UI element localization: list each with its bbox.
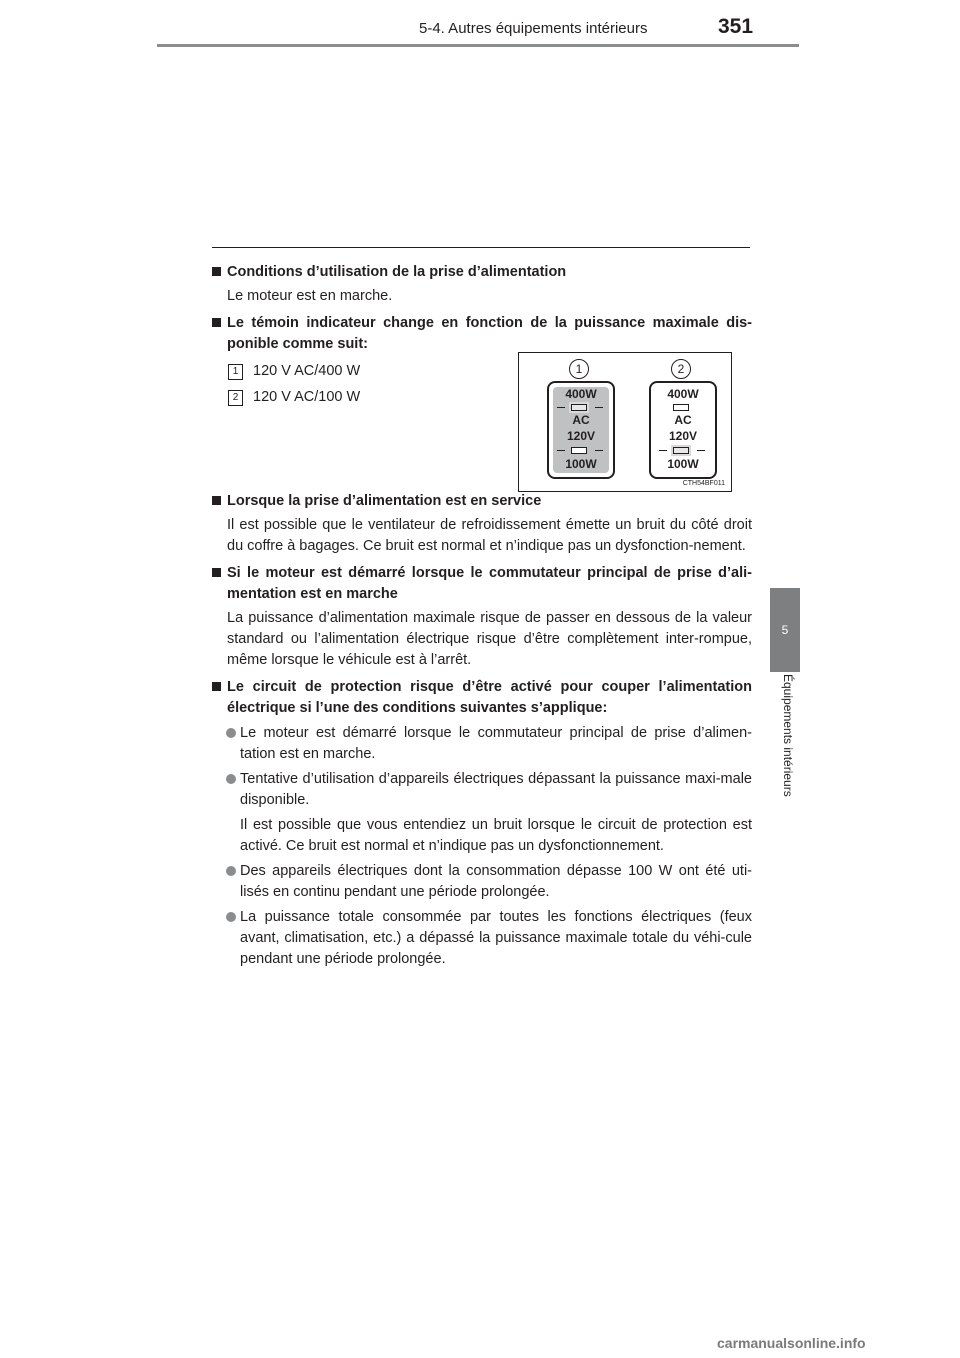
round-bullet-icon <box>226 866 236 876</box>
round-bullet-icon <box>226 774 236 784</box>
indicator-led <box>571 447 587 454</box>
panel-label: 120V <box>668 429 698 443</box>
panel-label: AC <box>572 413 590 427</box>
heading-text: Le témoin indicateur change en fonction de la puissance maximale dis-ponible comme suit: <box>227 315 752 352</box>
heading-text: Le circuit de protection risque d’être activé pour couper l’alimentation électrique si l’une des conditions suivantes s’applique: <box>227 679 752 716</box>
numbered-item-text: 120 V AC/400 W <box>253 363 361 379</box>
section-heading <box>212 677 752 719</box>
heading-text: Si le moteur est démarré lorsque le commutateur principal de prise d’ali-mentation est en marche <box>227 565 752 602</box>
content-rule <box>212 247 750 248</box>
list-item-text: La puissance totale consommée par toutes les fonctions électriques (feux avant, climatisation, etc.) a dépassé la puissance maximale totale du véhi-cule pendant une période prolongée. <box>240 909 752 967</box>
section-heading <box>212 563 752 605</box>
heading-text: Conditions d’utilisation de la prise d’alimentation <box>227 264 567 280</box>
square-bullet-icon <box>212 496 221 505</box>
light-ray-icon <box>595 450 603 451</box>
number-badge: 1 <box>228 364 243 380</box>
section-text: Le moteur est en marche. <box>227 288 393 304</box>
round-bullet-icon <box>226 728 236 738</box>
side-tab-label: Équipements intérieurs <box>781 674 795 797</box>
list-item-text: Tentative d’utilisation d’appareils électriques dépassant la puissance maxi-male disponible. <box>240 771 752 808</box>
panel-label: 400W <box>565 387 597 401</box>
indicator-led-lit <box>571 404 587 411</box>
panel-label: 100W <box>667 457 699 471</box>
side-tab-number: 5 <box>770 588 800 672</box>
list-item-text: Le moteur est démarré lorsque le commutateur principal de prise d’alimen-tation est en marche. <box>240 725 752 762</box>
indicator-led <box>673 404 689 411</box>
header-section-title: 5-4. Autres équipements intérieurs <box>419 20 648 37</box>
indicator-panel <box>649 381 717 479</box>
square-bullet-icon <box>212 267 221 276</box>
page-number: 351 <box>718 15 754 38</box>
list-item <box>212 723 752 765</box>
numbered-item <box>228 361 360 382</box>
list-item <box>212 861 752 903</box>
square-bullet-icon <box>212 568 221 577</box>
square-bullet-icon <box>212 682 221 691</box>
panel-label: 120V <box>566 429 596 443</box>
light-ray-icon <box>697 450 705 451</box>
heading-text: Lorsque la prise d’alimentation est en service <box>227 493 542 509</box>
figure-caption: CTH54BF011 <box>682 480 725 487</box>
indicator-led-lit <box>673 447 689 454</box>
list-item-note: Il est possible que vous entendiez un bruit lorsque le circuit de protection est activé. Ce bruit est normal et n’indique pas un dysfonctionnement. <box>240 817 752 854</box>
watermark: carmanualsonline.info <box>717 1335 866 1351</box>
panel-label: 400W <box>667 387 699 401</box>
light-ray-icon <box>557 407 565 408</box>
square-bullet-icon <box>212 318 221 327</box>
section-heading <box>212 262 752 283</box>
list-item-text: Des appareils électriques dont la consommation dépasse 100 W ont été uti-lisés en continu pendant une période prolongée. <box>240 863 752 900</box>
figure-number-badge: 2 <box>671 359 691 379</box>
list-item <box>212 769 752 811</box>
light-ray-icon <box>659 450 667 451</box>
numbered-item <box>228 387 360 408</box>
header-rule <box>157 44 799 47</box>
figure-number-badge: 1 <box>569 359 589 379</box>
panel-label: AC <box>674 413 692 427</box>
indicator-panel <box>547 381 615 479</box>
section-text: La puissance d’alimentation maximale risque de passer en dessous de la valeur standard ou l’alimentation électrique risque d’être complètement inter-rompue, même lorsque le véhicule est à l’arrêt. <box>227 610 752 668</box>
light-ray-icon <box>557 450 565 451</box>
number-badge: 2 <box>228 390 243 406</box>
panel-label: 100W <box>565 457 597 471</box>
section-heading <box>212 491 752 512</box>
light-ray-icon <box>595 407 603 408</box>
section-heading <box>212 313 752 355</box>
numbered-item-text: 120 V AC/100 W <box>253 389 361 405</box>
section-text: Il est possible que le ventilateur de refroidissement émette un bruit du côté droit du coffre à bagages. Ce bruit est normal et n’indique pas un dysfonction-nement. <box>227 517 752 554</box>
indicator-figure <box>518 352 732 492</box>
list-item <box>212 907 752 970</box>
round-bullet-icon <box>226 912 236 922</box>
